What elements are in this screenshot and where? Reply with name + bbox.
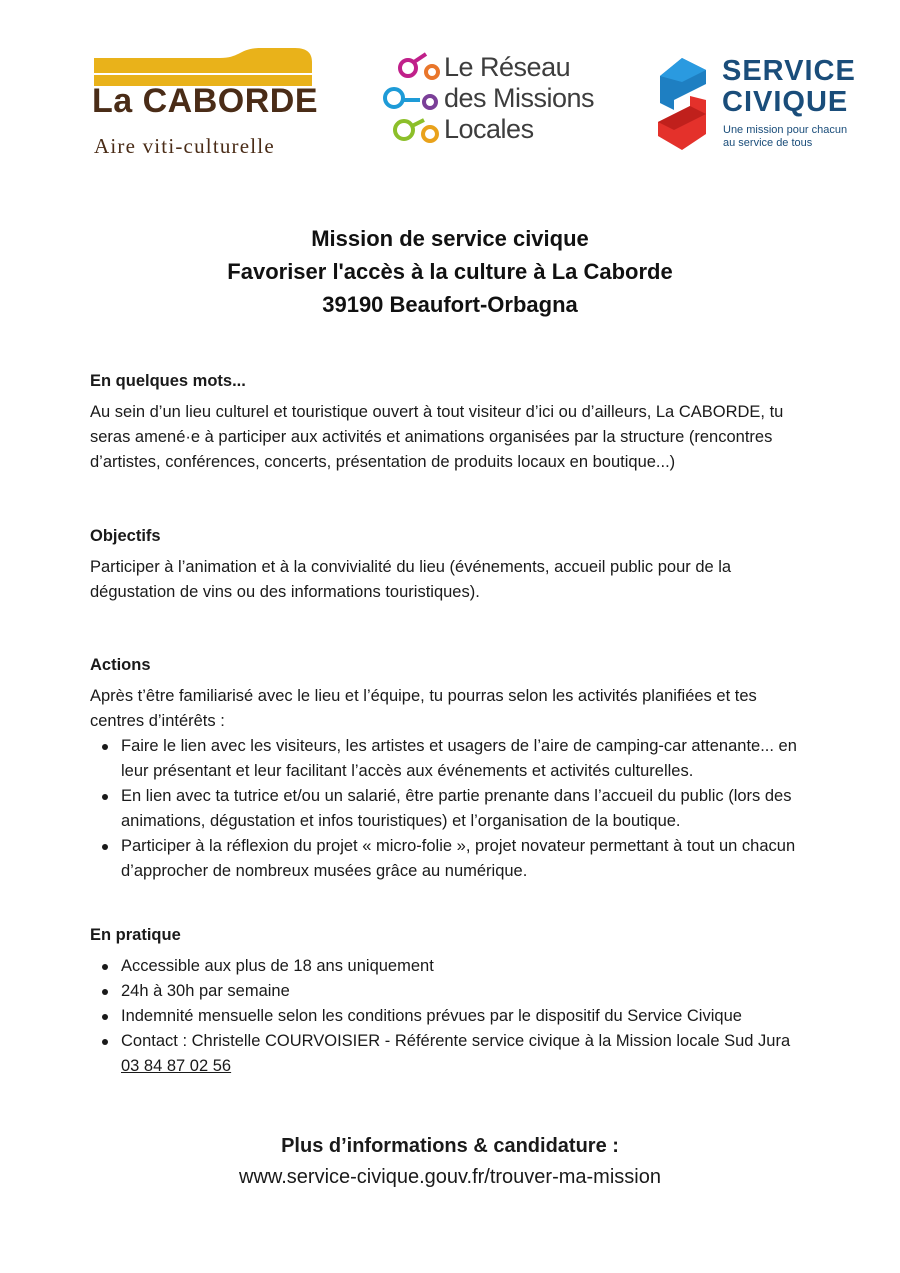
reseau-text: Le Réseau des Missions Locales [444,52,595,144]
service-civique-logo [652,54,856,159]
caborde-subtitle: Aire viti-culturelle [94,134,275,158]
title-line-3: 39190 Beaufort-Orbagna [322,292,578,317]
service-civique-tagline: Une mission pour chacun au service de tous [723,124,848,149]
footer [0,1131,900,1193]
list-item: Accessible aux plus de 18 ans uniquement [121,954,810,979]
footer-heading: Plus d’informations & candidature : [281,1135,619,1157]
reseau-missions-locales-logo [380,50,595,155]
page-title [0,222,900,321]
list-item: Faire le lien avec les visiteurs, les artistes et usagers de l’aire de camping-car attenante... en leur présentant et leur facilitant l’accès aux événements et activités culturelles. [121,734,810,784]
section-heading: En quelques mots... [90,372,246,390]
title-line-1: Mission de service civique [311,226,589,251]
service-civique-emblem-icon [652,54,714,154]
magnifier-circles-icon [380,50,444,150]
section-text: Participer à l’animation et à la convivialité du lieu (événements, accueil public pour de la dégustation de vins ou des informations touristiques). [90,558,732,601]
contact-text: Contact : Christelle COURVOISIER - Référente service civique à la Mission locale Sud Jura [121,1032,791,1050]
list-item: En lien avec ta tutrice et/ou un salarié, être partie prenante dans l’accueil du public (lors des animations, dégustation et infos touristiques) et l’organisation de la boutique. [121,784,810,834]
la-caborde-logo [90,46,319,161]
service-civique-title: SERVICE CIVIQUE [722,55,856,118]
section-intro [90,369,810,475]
actions-list [90,734,810,884]
list-item [121,1029,810,1079]
section-text: Après t’être familiarisé avec le lieu et l’équipe, tu pourras selon les activités planifiées et tes centres d’intérêts : [90,687,757,730]
caborde-name: La CABORDE [92,82,319,120]
footer-url-link[interactable]: www.service-civique.gouv.fr/trouver-ma-mission [239,1166,661,1188]
phone-link[interactable]: 03 84 87 02 56 [121,1057,232,1075]
pratique-list [90,954,810,1079]
section-pratique [90,923,810,1079]
section-actions [90,653,810,884]
section-objectifs [90,524,810,605]
list-item: 24h à 30h par semaine [121,979,810,1004]
title-line-2: Favoriser l'accès à la culture à La Caborde [227,259,673,284]
section-text: Au sein d’un lieu culturel et touristique ouvert à tout visiteur d’ici ou d’ailleurs, La CABORDE, tu seras amené·e à participer aux activités et animations organisées par la structure (rencontres d’artistes, conférences, concerts, présentation de produits locaux en boutique...) [90,403,784,471]
logo-bar [0,40,900,170]
list-item: Indemnité mensuelle selon les conditions prévues par le dispositif du Service Civique [121,1004,810,1029]
bottle-shape-icon [90,46,315,86]
list-item: Participer à la réflexion du projet « micro-folie », projet novateur permettant à tout un chacun d’approcher de nombreux musées grâce au numérique. [121,834,810,884]
section-heading: En pratique [90,926,181,944]
section-heading: Objectifs [90,527,161,545]
section-heading: Actions [90,656,151,674]
